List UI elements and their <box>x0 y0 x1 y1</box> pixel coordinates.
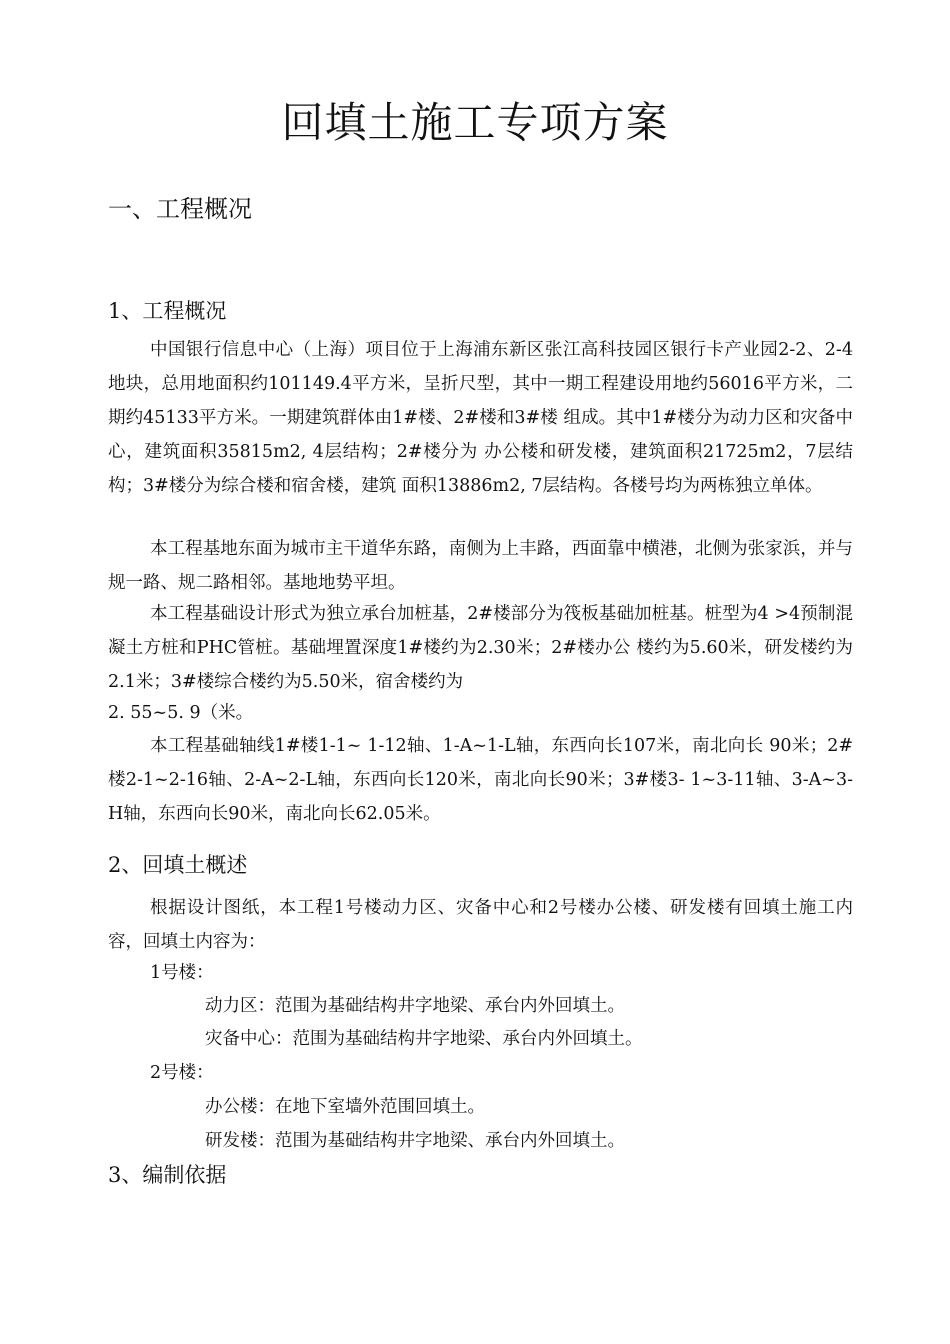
building1-item-power-zone: 动力区：范围为基础结构井字地梁、承台内外回填土。 <box>205 996 625 1016</box>
building1-item-disaster-recovery: 灾备中心：范围为基础结构井字地梁、承台内外回填土。 <box>205 1029 643 1049</box>
paragraph-project-location: 中国银行信息中心（上海）项目位于上海浦东新区张江高科技园区银行卡产业园2-2、2-4地块，总用地面积约101149.4平方米，呈折尺型，其中一期工程建设用地约56016平方米，二期约45133平方米。一期建筑群体由1#楼、2#楼和3#楼 组成。其中1#楼分为动力区和灾备中心，建筑面积35815m2, 4层结构；2#楼分为 办公楼和研发楼，建筑面积21725m2，7层结构；3#楼分为综合楼和宿舍楼，建筑 面积13886m2, 7层结构。各楼号均为两栋独立单体。 <box>108 340 853 496</box>
paragraph-foundation-design: 本工程基础设计形式为独立承台加桩基，2#楼部分为筏板基础加桩基。桩型为4 >4预制混凝土方桩和PHC管桩。基础埋置深度1#楼约为2.30米；2#楼办公 楼约为5.60米，研发楼约为2.1米；3#楼综合楼约为5.50米，宿舍楼约为 <box>108 604 853 692</box>
paragraph-backfill-intro: 根据设计图纸，本工程1号楼动力区、灾备中心和2号楼办公楼、研发楼有回填土施工内容，回填土内容为： <box>108 898 853 952</box>
building2-item-office: 办公楼：在地下室墙外范围回填土。 <box>205 1097 485 1117</box>
paragraph-foundation-design-tail: 2. 55~5. 9（米。 <box>108 703 254 723</box>
subsection-heading-backfill-summary: 2、回填土概述 <box>108 853 248 877</box>
subsection-heading-project-overview: 1、工程概况 <box>108 299 227 323</box>
building2-label: 2号楼： <box>150 1063 214 1083</box>
document-title: 回填土施工专项方案 <box>281 98 669 147</box>
building2-item-research: 研发楼：范围为基础结构井字地梁、承台内外回填土。 <box>205 1131 625 1151</box>
paragraph-foundation-axes: 本工程基础轴线1#楼1-1~ 1-12轴、1-A~1-L轴，东西向长107米，南北向长 90米；2#楼2-1~2-16轴、2-A~2-L轴，东西向长120米，南北向长90米；3#楼3- 1~3-11轴、3-A~3-H轴，东西向长90米，南北向长62.05米。 <box>108 736 853 824</box>
section-heading-overview: 一、工程概况 <box>108 195 252 223</box>
building1-label: 1号楼： <box>150 963 214 983</box>
subsection-heading-basis: 3、编制依据 <box>108 1163 227 1187</box>
paragraph-site-surroundings: 本工程基地东面为城市主干道华东路，南侧为上丰路，西面靠中横港，北侧为张家浜，并与规一路、规二路相邻。基地地势平坦。 <box>108 539 853 593</box>
